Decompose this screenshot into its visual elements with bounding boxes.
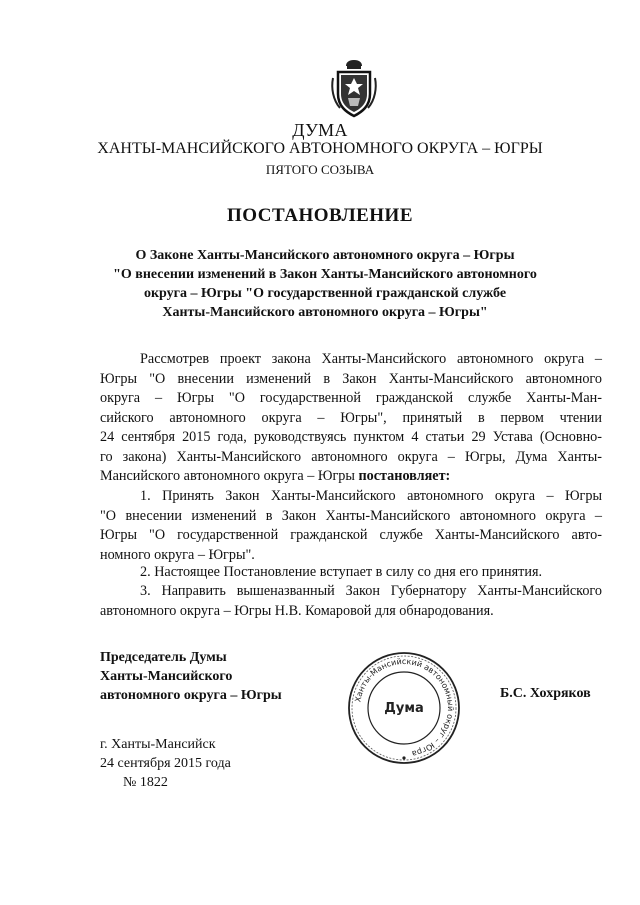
item-3-paragraph bbox=[100, 582, 602, 621]
text-line: 2. Настоящее Постановление вступает в силу со дня его принятия. bbox=[140, 564, 543, 580]
convocation: ПЯТОГО СОЗЫВА bbox=[265, 162, 375, 177]
org-name: ДУМА bbox=[292, 120, 348, 140]
stamp-center-text: Дума bbox=[384, 701, 424, 716]
text-line: сийского автономного округа – Югры", принятый в первом чтении bbox=[100, 409, 602, 426]
item-1-paragraph bbox=[100, 487, 602, 565]
text-line: 3. Направить вышеназванный Закон Губернатору Ханты-Мансийского bbox=[140, 583, 602, 599]
text-line: Югры "О внесении изменений в Закон Ханты-Мансийского автономного bbox=[100, 370, 602, 387]
resolves-word: постановляет: bbox=[358, 468, 451, 484]
text-line bbox=[100, 467, 602, 487]
stamp-ring-text: Ханты-Мансийский автономный округ – Югра bbox=[353, 656, 456, 759]
region-name: ХАНТЫ-МАНСИЙСКОГО АВТОНОМНОГО ОКРУГА – ЮГРЫ bbox=[97, 140, 543, 157]
text-line: номного округа – Югры". bbox=[100, 546, 255, 563]
text-line: округа – Югры "О государственной гражданской службе Ханты-Ман- bbox=[100, 390, 602, 406]
text-line: 24 сентября 2015 года, руководствуясь пунктом 4 статьи 29 Устава (Основно- bbox=[100, 429, 602, 445]
position-line: Ханты-Мансийского bbox=[100, 669, 233, 684]
position-line: Председатель Думы bbox=[100, 650, 227, 665]
date: 24 сентября 2015 года bbox=[100, 756, 231, 771]
subject-line: Ханты-Мансийского автономного округа – Югры" bbox=[162, 305, 488, 320]
document-footer bbox=[100, 735, 231, 792]
item-2-paragraph bbox=[100, 563, 602, 583]
subject-line: "О внесении изменений в Закон Ханты-Мансийского автономного bbox=[113, 267, 537, 282]
document-title: ПОСТАНОВЛЕНИЕ bbox=[226, 205, 414, 226]
text-line: го закона) Ханты-Мансийского автономного округа – Югры, Дума Ханты- bbox=[100, 448, 602, 465]
text-segment: Мансийского автономного округа – Югры bbox=[100, 468, 355, 484]
city: г. Ханты-Мансийск bbox=[100, 737, 216, 752]
text-line: 1. Принять Закон Ханты-Мансийского автономного округа – Югры bbox=[140, 488, 602, 504]
official-stamp bbox=[346, 650, 462, 766]
text-line: автономного округа – Югры Н.В. Комаровой для обнародования. bbox=[100, 602, 494, 619]
text-line: Югры "О государственной гражданской службе Ханты-Мансийского авто- bbox=[100, 527, 602, 543]
subject-line: округа – Югры "О государственной гражданской службе bbox=[143, 286, 507, 301]
signatory-name: Б.С. Хохряков bbox=[500, 686, 591, 701]
document-subject bbox=[100, 246, 550, 322]
document-number: № 1822 bbox=[123, 775, 168, 790]
position-line: автономного округа – Югры bbox=[100, 688, 282, 703]
text-line: Рассмотрев проект закона Ханты-Мансийского автономного округа – bbox=[140, 351, 602, 367]
coat-of-arms-icon bbox=[330, 58, 378, 118]
subject-line: О Законе Ханты-Мансийского автономного округа – Югры bbox=[135, 248, 515, 263]
signatory-position bbox=[100, 648, 282, 705]
text-line: "О внесении изменений в Закон Ханты-Мансийского автономного округа – bbox=[100, 507, 602, 524]
preamble-paragraph bbox=[100, 350, 602, 487]
